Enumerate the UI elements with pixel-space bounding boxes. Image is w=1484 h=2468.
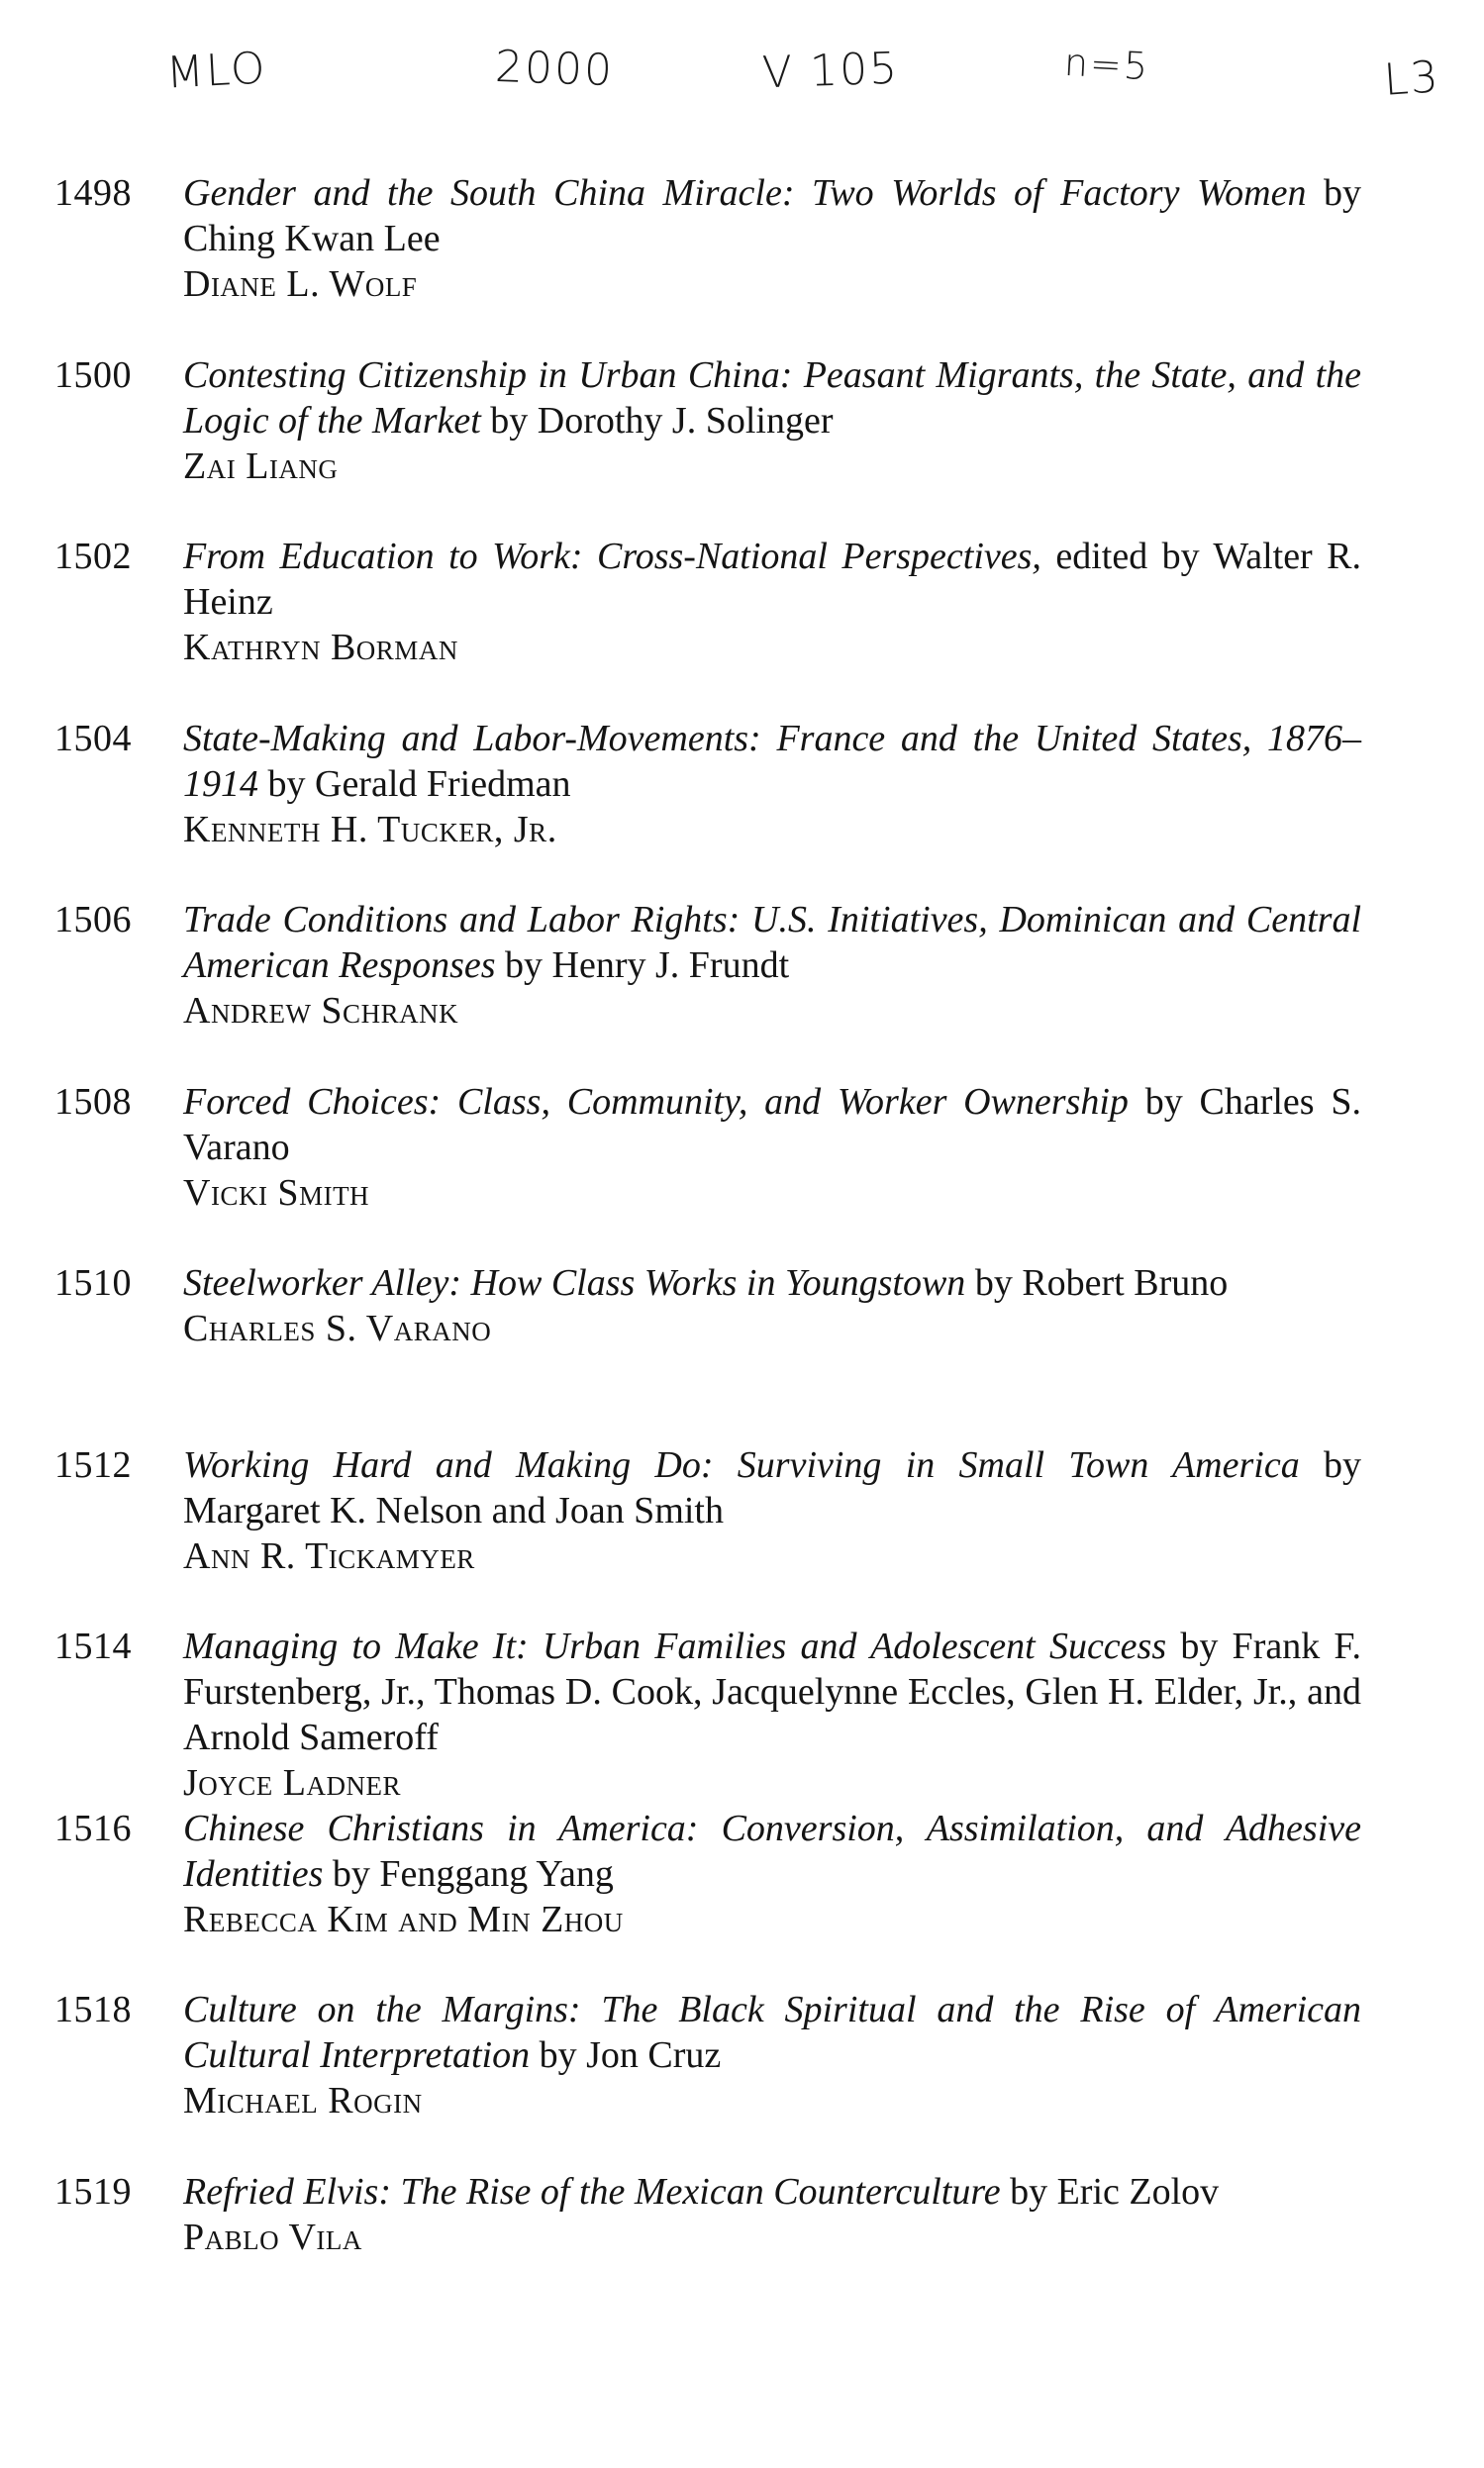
book-title: Refried Elvis: The Rise of the Mexican Counterculture (183, 2170, 1001, 2213)
review-entry (54, 716, 1361, 898)
entry-body (183, 352, 1361, 489)
citation (183, 1442, 1361, 1533)
book-title: Chinese Christians in America: Conversion, Assimilation, and Adhesive Identities (183, 1807, 1361, 1895)
page-number: 1500 (54, 353, 132, 396)
reviewer-name: Kathryn Borman (183, 627, 458, 668)
book-title: Working Hard and Making Do: Surviving in Small Town America (183, 1443, 1300, 1486)
book-author: by Charles S. Varano (183, 1080, 1361, 1168)
page-number: 1518 (54, 1989, 132, 2030)
review-entry (54, 170, 1361, 352)
citation (183, 170, 1361, 261)
book-title: Culture on the Margins: The Black Spiritual and the Rise of American Cultural Interpretation (183, 1989, 1361, 2076)
book-author: by Eric Zolov (1010, 2170, 1220, 2213)
handwritten-note: L3 (1382, 51, 1442, 106)
reviewer-name: Rebecca Kim and Min Zhou (183, 1898, 624, 1940)
page-number: 1508 (54, 1080, 132, 1123)
reviewer-name: Vicki Smith (183, 1171, 370, 1214)
book-author: by Fenggang Yang (332, 1852, 614, 1895)
book-title: Forced Choices: Class, Community, and Worker Ownership (183, 1080, 1129, 1123)
citation (183, 1079, 1361, 1170)
page-number: 1502 (54, 536, 132, 577)
book-title: Trade Conditions and Labor Rights: U.S. Initiatives, Dominican and Central American Responses (183, 899, 1361, 986)
entry-body (183, 1624, 1361, 1806)
citation (183, 1987, 1361, 2078)
book-author: by Gerald Friedman (267, 762, 571, 805)
book-title: From Education to Work: Cross-National Perspectives, (183, 536, 1041, 577)
review-entry (54, 1079, 1361, 1261)
book-author: edited by Walter R. Heinz (183, 536, 1361, 623)
handwritten-note: V 105 (761, 43, 900, 99)
book-title: Contesting Citizenship in Urban China: Peasant Migrants, the State, and the Logic of the Market (183, 353, 1361, 442)
review-entry (54, 2169, 1361, 2351)
review-entry (54, 1624, 1361, 1806)
review-entry (54, 1260, 1361, 1442)
entry-body (183, 1806, 1361, 1942)
review-entry (54, 1442, 1361, 1625)
page-number: 1514 (54, 1626, 132, 1667)
review-entry (54, 534, 1361, 716)
citation (183, 1260, 1361, 1306)
book-author: by Robert Bruno (974, 1262, 1229, 1304)
entry-body (183, 1260, 1361, 1351)
reviewer-name: Zai Liang (183, 444, 339, 487)
book-title: Steelworker Alley: How Class Works in Youngstown (183, 1262, 966, 1304)
book-author: by Frank F. Furstenberg, Jr., Thomas D. Cook, Jacquelynne Eccles, Glen H. Elder, Jr., and Arnold Sameroff (183, 1626, 1362, 1758)
page-number: 1498 (54, 172, 132, 214)
page-number: 1510 (54, 1262, 132, 1304)
entry-body (183, 170, 1361, 307)
reviewer-name: Kenneth H. Tucker, Jr. (183, 808, 557, 850)
reviewer-name: Pablo Vila (183, 2216, 362, 2258)
citation (183, 534, 1361, 625)
citation (183, 1806, 1361, 1897)
book-author: by Dorothy J. Solinger (490, 399, 834, 442)
page-number: 1516 (54, 1807, 132, 1849)
citation (183, 352, 1361, 444)
page-number: 1519 (54, 2170, 132, 2213)
review-entry (54, 897, 1361, 1079)
citation (183, 897, 1361, 988)
entry-body (183, 2169, 1361, 2260)
entry-body (183, 534, 1361, 670)
handwritten-note: MLO (164, 43, 268, 99)
book-title: State-Making and Labor-Movements: France and the United States, 1876–1914 (183, 717, 1361, 805)
review-entry (54, 1987, 1361, 2169)
entry-body (183, 1987, 1361, 2123)
book-title: Gender and the South China Miracle: Two Worlds of Factory Women (183, 172, 1307, 214)
reviewer-name: Ann R. Tickamyer (183, 1534, 475, 1577)
entry-body (183, 897, 1361, 1034)
handwritten-note: 2000 (494, 41, 615, 97)
page-number: 1512 (54, 1443, 132, 1486)
book-title: Managing to Make It: Urban Families and Adolescent Success (183, 1626, 1167, 1667)
reviewer-name: Charles S. Varano (183, 1308, 492, 1349)
page-number: 1506 (54, 899, 132, 940)
entry-body (183, 716, 1361, 852)
review-entry (54, 1806, 1361, 1988)
reviewer-name: Andrew Schrank (183, 990, 459, 1032)
reviewer-name: Joyce Ladner (183, 1762, 401, 1804)
page-number: 1504 (54, 717, 132, 759)
book-author: by Henry J. Frundt (505, 944, 790, 986)
book-author: by Jon Cruz (539, 2034, 722, 2076)
entry-body (183, 1079, 1361, 1216)
handwritten-note: n=5 (1062, 40, 1151, 89)
handwritten-annotations (0, 40, 1484, 129)
book-author: by Ching Kwan Lee (183, 172, 1362, 259)
citation (183, 1624, 1361, 1760)
book-review-list (54, 170, 1361, 2350)
review-entry (54, 352, 1361, 535)
citation (183, 2169, 1361, 2215)
citation (183, 716, 1361, 807)
reviewer-name: Michael Rogin (183, 2080, 423, 2122)
reviewer-name: Diane L. Wolf (183, 263, 418, 305)
entry-body (183, 1442, 1361, 1579)
book-author: by Margaret K. Nelson and Joan Smith (183, 1443, 1362, 1531)
